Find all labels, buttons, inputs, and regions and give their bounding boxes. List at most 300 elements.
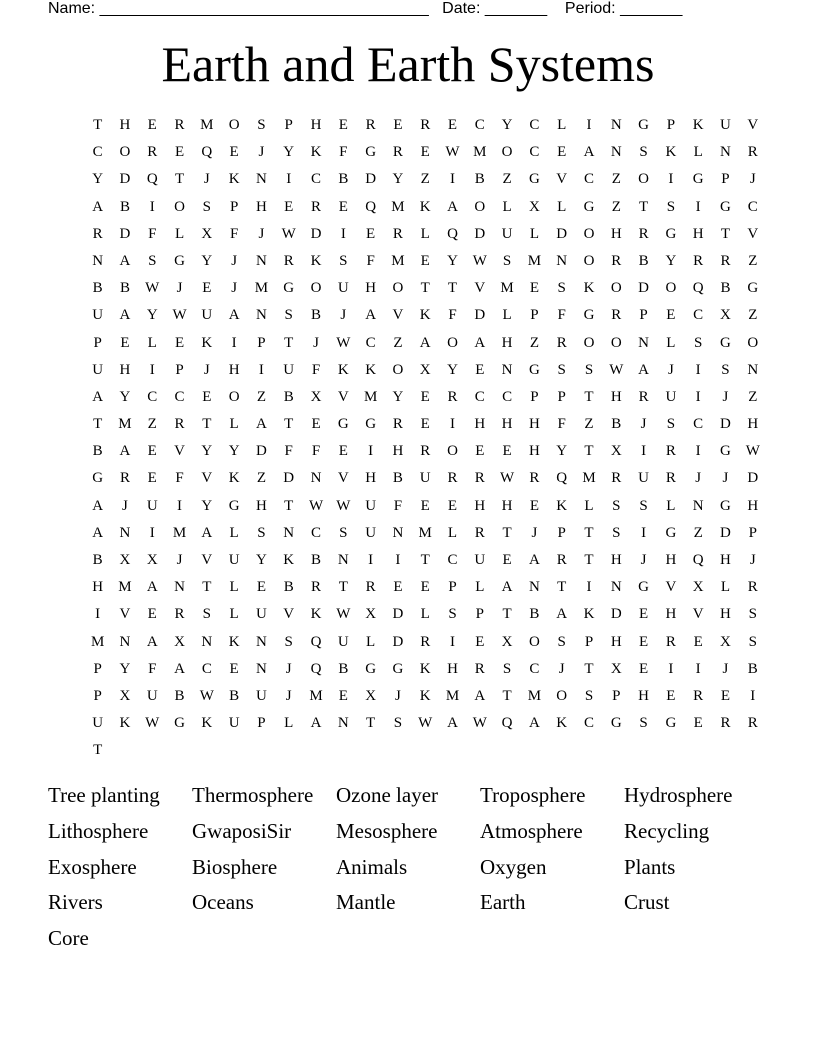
grid-letter[interactable]: U bbox=[92, 361, 104, 378]
grid-letter[interactable]: K bbox=[337, 361, 349, 378]
grid-letter[interactable]: L bbox=[557, 117, 567, 133]
grid-letter[interactable]: N bbox=[638, 334, 649, 351]
grid-letter[interactable]: H bbox=[528, 416, 540, 433]
grid-letter[interactable]: C bbox=[447, 552, 458, 568]
grid-letter[interactable]: B bbox=[338, 171, 349, 188]
grid-letter[interactable]: M bbox=[445, 687, 460, 704]
grid-letter[interactable]: O bbox=[638, 171, 649, 188]
period-field[interactable]: Period: _______ bbox=[564, 0, 683, 17]
grid-letter[interactable]: C bbox=[174, 388, 185, 405]
grid-letter[interactable]: R bbox=[174, 606, 185, 623]
grid-letter[interactable]: S bbox=[666, 416, 676, 433]
grid-letter[interactable]: N bbox=[747, 361, 759, 378]
grid-letter[interactable]: T bbox=[93, 117, 103, 133]
grid-letter[interactable]: B bbox=[119, 280, 130, 297]
grid-letter[interactable]: Y bbox=[447, 361, 458, 378]
grid-letter[interactable]: F bbox=[448, 307, 457, 324]
grid-letter[interactable]: O bbox=[583, 252, 595, 269]
grid-letter[interactable]: P bbox=[557, 524, 566, 541]
grid-letter[interactable]: K bbox=[228, 470, 240, 487]
grid-letter[interactable]: B bbox=[92, 280, 103, 297]
grid-letter[interactable]: E bbox=[174, 334, 185, 351]
grid-letter[interactable]: T bbox=[284, 497, 294, 514]
grid-letter[interactable]: J bbox=[122, 497, 128, 514]
grid-letter[interactable]: B bbox=[283, 388, 294, 405]
grid-letter[interactable]: W bbox=[500, 470, 515, 487]
grid-letter[interactable]: Y bbox=[119, 388, 131, 405]
grid-letter[interactable]: T bbox=[366, 715, 376, 732]
grid-letter[interactable]: C bbox=[474, 388, 485, 405]
grid-letter[interactable]: V bbox=[283, 606, 295, 623]
grid-letter[interactable]: C bbox=[502, 388, 513, 405]
grid-letter[interactable]: E bbox=[447, 117, 458, 133]
grid-letter[interactable]: K bbox=[201, 715, 213, 732]
grid-letter[interactable]: S bbox=[639, 497, 648, 514]
grid-letter[interactable]: N bbox=[310, 470, 322, 487]
grid-letter[interactable]: Q bbox=[310, 633, 322, 650]
grid-letter[interactable]: L bbox=[557, 198, 567, 215]
grid-letter[interactable]: R bbox=[474, 524, 485, 541]
grid-letter[interactable]: H bbox=[365, 280, 377, 297]
grid-letter[interactable]: P bbox=[530, 388, 539, 405]
grid-letter[interactable]: E bbox=[202, 388, 212, 405]
grid-letter[interactable]: H bbox=[474, 497, 486, 514]
grid-letter[interactable]: M bbox=[500, 280, 514, 297]
grid-letter[interactable]: F bbox=[557, 416, 566, 433]
grid-letter[interactable]: P bbox=[584, 633, 594, 650]
grid-letter[interactable]: E bbox=[557, 144, 567, 161]
grid-letter[interactable]: H bbox=[692, 225, 704, 242]
grid-letter[interactable]: S bbox=[257, 117, 266, 133]
grid-letter[interactable]: S bbox=[393, 715, 403, 732]
grid-letter[interactable]: L bbox=[502, 307, 512, 324]
grid-letter[interactable]: J bbox=[667, 361, 674, 378]
grid-letter[interactable]: Z bbox=[256, 470, 267, 487]
grid-letter[interactable]: P bbox=[448, 579, 457, 596]
grid-letter[interactable]: L bbox=[475, 579, 485, 596]
grid-letter[interactable]: G bbox=[638, 117, 649, 133]
grid-letter[interactable]: V bbox=[692, 606, 704, 623]
grid-letter[interactable]: C bbox=[92, 144, 103, 161]
grid-letter[interactable]: S bbox=[202, 198, 211, 215]
grid-letter[interactable]: U bbox=[720, 117, 731, 133]
grid-letter[interactable]: T bbox=[584, 524, 594, 541]
grid-letter[interactable]: F bbox=[339, 144, 348, 161]
grid-letter[interactable]: S bbox=[639, 144, 648, 161]
grid-letter[interactable]: D bbox=[720, 524, 731, 541]
grid-letter[interactable]: Q bbox=[146, 171, 158, 188]
grid-letter[interactable]: D bbox=[365, 171, 377, 188]
grid-letter[interactable]: S bbox=[721, 361, 730, 378]
grid-letter[interactable]: M bbox=[309, 687, 323, 704]
grid-letter[interactable]: B bbox=[611, 416, 622, 433]
grid-letter[interactable]: T bbox=[502, 524, 512, 541]
grid-letter[interactable]: H bbox=[501, 497, 513, 514]
grid-letter[interactable]: G bbox=[174, 715, 185, 732]
grid-letter[interactable]: J bbox=[231, 252, 238, 269]
grid-letter[interactable]: Z bbox=[147, 416, 157, 433]
grid-letter[interactable]: S bbox=[612, 524, 621, 541]
grid-letter[interactable]: J bbox=[203, 361, 210, 378]
grid-letter[interactable]: P bbox=[475, 606, 484, 623]
grid-letter[interactable]: I bbox=[340, 225, 346, 242]
grid-letter[interactable]: H bbox=[310, 117, 322, 133]
grid-letter[interactable]: X bbox=[528, 198, 540, 215]
grid-letter[interactable]: K bbox=[283, 552, 295, 568]
grid-letter[interactable]: I bbox=[177, 497, 183, 514]
grid-letter[interactable]: D bbox=[747, 470, 759, 487]
grid-letter[interactable]: X bbox=[365, 606, 377, 623]
grid-letter[interactable]: U bbox=[638, 470, 649, 487]
grid-letter[interactable]: E bbox=[693, 715, 703, 732]
grid-letter[interactable]: O bbox=[610, 334, 622, 351]
grid-letter[interactable]: M bbox=[254, 280, 269, 297]
grid-letter[interactable]: A bbox=[474, 334, 486, 351]
grid-letter[interactable]: Q bbox=[501, 715, 513, 732]
grid-letter[interactable]: E bbox=[366, 225, 376, 242]
grid-letter[interactable]: J bbox=[722, 660, 729, 677]
grid-letter[interactable]: U bbox=[256, 606, 267, 623]
grid-letter[interactable]: X bbox=[720, 307, 731, 324]
grid-letter[interactable]: A bbox=[256, 416, 267, 433]
grid-letter[interactable]: G bbox=[747, 280, 759, 297]
grid-letter[interactable]: W bbox=[745, 443, 760, 460]
grid-letter[interactable]: N bbox=[119, 524, 131, 541]
grid-letter[interactable]: S bbox=[448, 606, 457, 623]
grid-letter[interactable]: I bbox=[258, 361, 264, 378]
grid-letter[interactable]: K bbox=[310, 606, 322, 623]
grid-letter[interactable]: E bbox=[529, 497, 539, 514]
grid-letter[interactable]: G bbox=[665, 524, 677, 541]
grid-letter[interactable]: A bbox=[174, 660, 185, 677]
grid-letter[interactable]: R bbox=[311, 579, 322, 596]
grid-letter[interactable]: M bbox=[527, 252, 542, 269]
grid-letter[interactable]: I bbox=[668, 660, 674, 677]
grid-letter[interactable]: G bbox=[665, 715, 677, 732]
grid-letter[interactable]: G bbox=[638, 579, 649, 596]
grid-letter[interactable]: E bbox=[338, 117, 348, 133]
grid-letter[interactable]: U bbox=[228, 552, 240, 568]
grid-letter[interactable]: Q bbox=[692, 552, 704, 568]
grid-letter[interactable]: R bbox=[392, 144, 403, 161]
grid-letter[interactable]: T bbox=[174, 171, 185, 188]
grid-letter[interactable]: H bbox=[256, 198, 267, 215]
grid-letter[interactable]: L bbox=[420, 225, 430, 242]
grid-letter[interactable]: B bbox=[392, 470, 403, 487]
grid-letter[interactable]: T bbox=[284, 416, 294, 433]
grid-letter[interactable]: Z bbox=[693, 524, 703, 541]
grid-letter[interactable]: K bbox=[583, 280, 595, 297]
grid-letter[interactable]: D bbox=[256, 443, 267, 460]
grid-letter[interactable]: A bbox=[528, 552, 540, 568]
grid-letter[interactable]: M bbox=[473, 144, 487, 161]
grid-letter[interactable]: B bbox=[638, 252, 649, 269]
grid-letter[interactable]: R bbox=[174, 117, 185, 133]
grid-letter[interactable]: R bbox=[556, 552, 567, 568]
grid-letter[interactable]: U bbox=[337, 280, 349, 297]
grid-letter[interactable]: Q bbox=[692, 280, 704, 297]
grid-letter[interactable]: P bbox=[666, 117, 676, 133]
grid-letter[interactable]: K bbox=[419, 660, 431, 677]
grid-letter[interactable]: B bbox=[474, 171, 485, 188]
grid-letter[interactable]: N bbox=[528, 579, 540, 596]
grid-letter[interactable]: U bbox=[365, 497, 377, 514]
grid-letter[interactable]: J bbox=[176, 552, 183, 568]
grid-letter[interactable]: G bbox=[692, 171, 704, 188]
grid-letter[interactable]: O bbox=[392, 361, 404, 378]
grid-letter[interactable]: I bbox=[368, 443, 374, 460]
grid-letter[interactable]: E bbox=[256, 579, 267, 596]
grid-letter[interactable]: Y bbox=[228, 443, 240, 460]
grid-letter[interactable]: M bbox=[118, 579, 132, 596]
grid-letter[interactable]: U bbox=[201, 307, 213, 324]
grid-letter[interactable]: V bbox=[174, 443, 185, 460]
grid-letter[interactable]: B bbox=[174, 687, 185, 704]
grid-letter[interactable]: E bbox=[393, 117, 403, 133]
grid-letter[interactable]: E bbox=[720, 687, 731, 704]
grid-letter[interactable]: H bbox=[501, 334, 513, 351]
grid-letter[interactable]: G bbox=[392, 660, 404, 677]
grid-letter[interactable]: J bbox=[203, 171, 210, 188]
grid-letter[interactable]: R bbox=[747, 144, 758, 161]
grid-letter[interactable]: R bbox=[611, 470, 622, 487]
grid-letter[interactable]: J bbox=[176, 280, 183, 297]
grid-letter[interactable]: S bbox=[557, 633, 566, 650]
grid-letter[interactable]: I bbox=[586, 117, 592, 133]
grid-letter[interactable]: A bbox=[146, 633, 158, 650]
grid-letter[interactable]: A bbox=[501, 579, 513, 596]
grid-letter[interactable]: E bbox=[120, 334, 130, 351]
grid-letter[interactable]: O bbox=[392, 280, 404, 297]
grid-letter[interactable]: H bbox=[720, 606, 731, 623]
grid-letter[interactable]: O bbox=[228, 117, 240, 133]
grid-letter[interactable]: W bbox=[145, 715, 160, 732]
grid-letter[interactable]: R bbox=[556, 334, 567, 351]
grid-letter[interactable]: I bbox=[450, 633, 455, 650]
grid-letter[interactable]: E bbox=[420, 579, 430, 596]
grid-letter[interactable]: X bbox=[365, 687, 377, 704]
grid-letter[interactable]: W bbox=[472, 715, 487, 732]
grid-letter[interactable]: E bbox=[475, 443, 485, 460]
grid-letter[interactable]: J bbox=[231, 280, 238, 297]
grid-letter[interactable]: P bbox=[748, 524, 757, 541]
grid-letter[interactable]: P bbox=[175, 361, 184, 378]
grid-letter[interactable]: K bbox=[692, 117, 704, 133]
grid-letter[interactable]: V bbox=[119, 606, 131, 623]
grid-letter[interactable]: Y bbox=[201, 443, 213, 460]
grid-letter[interactable]: R bbox=[665, 633, 676, 650]
grid-letter[interactable]: F bbox=[148, 660, 157, 677]
grid-letter[interactable]: E bbox=[338, 443, 348, 460]
grid-letter[interactable]: A bbox=[119, 252, 131, 269]
grid-letter[interactable]: N bbox=[720, 144, 731, 161]
grid-letter[interactable]: T bbox=[584, 660, 594, 677]
grid-letter[interactable]: L bbox=[420, 606, 430, 623]
grid-letter[interactable]: U bbox=[665, 388, 677, 405]
grid-letter[interactable]: E bbox=[147, 470, 157, 487]
grid-letter[interactable]: S bbox=[748, 633, 757, 650]
grid-letter[interactable]: A bbox=[92, 388, 104, 405]
grid-letter[interactable]: R bbox=[638, 225, 649, 242]
grid-letter[interactable]: J bbox=[394, 687, 401, 704]
grid-letter[interactable]: A bbox=[92, 524, 104, 541]
grid-letter[interactable]: N bbox=[92, 252, 104, 269]
grid-letter[interactable]: W bbox=[609, 361, 624, 378]
grid-letter[interactable]: X bbox=[419, 361, 431, 378]
grid-letter[interactable]: R bbox=[92, 225, 103, 242]
grid-letter[interactable]: X bbox=[146, 552, 158, 568]
grid-letter[interactable]: G bbox=[528, 361, 540, 378]
grid-letter[interactable]: I bbox=[95, 606, 101, 623]
grid-letter[interactable]: H bbox=[228, 361, 240, 378]
grid-letter[interactable]: V bbox=[201, 552, 213, 568]
grid-letter[interactable]: B bbox=[283, 579, 294, 596]
grid-letter[interactable]: I bbox=[695, 361, 701, 378]
grid-letter[interactable]: M bbox=[418, 524, 432, 541]
grid-letter[interactable]: J bbox=[340, 307, 347, 324]
grid-letter[interactable]: Q bbox=[447, 225, 458, 242]
grid-letter[interactable]: P bbox=[257, 715, 266, 732]
grid-letter[interactable]: N bbox=[256, 307, 267, 324]
grid-letter[interactable]: E bbox=[420, 252, 430, 269]
grid-letter[interactable]: R bbox=[638, 388, 649, 405]
grid-letter[interactable]: N bbox=[337, 552, 349, 568]
grid-letter[interactable]: J bbox=[640, 416, 647, 433]
grid-letter[interactable]: R bbox=[529, 470, 540, 487]
grid-letter[interactable]: V bbox=[392, 307, 404, 324]
grid-letter[interactable]: E bbox=[311, 416, 321, 433]
date-field[interactable]: Date: _______ bbox=[442, 0, 548, 17]
grid-letter[interactable]: Y bbox=[201, 497, 213, 514]
grid-letter[interactable]: O bbox=[447, 334, 458, 351]
grid-letter[interactable]: N bbox=[256, 252, 267, 269]
grid-letter[interactable]: L bbox=[147, 334, 157, 351]
grid-letter[interactable]: G bbox=[720, 198, 731, 215]
grid-letter[interactable]: H bbox=[392, 443, 404, 460]
grid-letter[interactable]: A bbox=[556, 606, 568, 623]
grid-letter[interactable]: T bbox=[284, 334, 294, 351]
grid-letter[interactable]: M bbox=[582, 470, 596, 487]
grid-letter[interactable]: N bbox=[501, 361, 513, 378]
grid-letter[interactable]: N bbox=[610, 144, 622, 161]
grid-letter[interactable]: V bbox=[474, 280, 486, 297]
grid-letter[interactable]: K bbox=[201, 334, 213, 351]
grid-letter[interactable]: S bbox=[339, 524, 348, 541]
grid-letter[interactable]: S bbox=[557, 361, 566, 378]
grid-letter[interactable]: N bbox=[610, 117, 622, 133]
grid-letter[interactable]: H bbox=[119, 117, 131, 133]
grid-letter[interactable]: S bbox=[557, 280, 566, 297]
grid-letter[interactable]: I bbox=[695, 443, 701, 460]
grid-letter[interactable]: X bbox=[119, 687, 131, 704]
grid-letter[interactable]: K bbox=[228, 633, 240, 650]
grid-letter[interactable]: Z bbox=[748, 307, 758, 324]
grid-letter[interactable]: V bbox=[747, 117, 759, 133]
grid-letter[interactable]: R bbox=[447, 470, 458, 487]
grid-letter[interactable]: R bbox=[720, 252, 731, 269]
grid-letter[interactable]: U bbox=[256, 687, 267, 704]
grid-letter[interactable]: P bbox=[93, 660, 102, 677]
grid-letter[interactable]: C bbox=[529, 144, 540, 161]
grid-letter[interactable]: H bbox=[638, 687, 649, 704]
grid-letter[interactable]: W bbox=[336, 334, 351, 351]
grid-letter[interactable]: N bbox=[392, 524, 404, 541]
grid-letter[interactable]: E bbox=[639, 660, 649, 677]
grid-letter[interactable]: G bbox=[337, 416, 349, 433]
grid-letter[interactable]: O bbox=[310, 280, 322, 297]
grid-letter[interactable]: G bbox=[174, 252, 185, 269]
grid-letter[interactable]: C bbox=[583, 715, 594, 732]
grid-letter[interactable]: C bbox=[747, 198, 758, 215]
grid-letter[interactable]: I bbox=[450, 416, 455, 433]
grid-letter[interactable]: O bbox=[556, 687, 568, 704]
grid-letter[interactable]: M bbox=[200, 117, 214, 133]
grid-letter[interactable]: F bbox=[366, 252, 375, 269]
grid-letter[interactable]: B bbox=[119, 198, 130, 215]
grid-letter[interactable]: T bbox=[420, 552, 430, 568]
grid-letter[interactable]: L bbox=[284, 715, 294, 732]
grid-letter[interactable]: K bbox=[556, 497, 568, 514]
grid-letter[interactable]: R bbox=[665, 443, 676, 460]
grid-letter[interactable]: J bbox=[285, 687, 292, 704]
grid-letter[interactable]: H bbox=[92, 579, 104, 596]
grid-letter[interactable]: X bbox=[501, 633, 513, 650]
grid-letter[interactable]: I bbox=[641, 443, 647, 460]
grid-letter[interactable]: B bbox=[338, 660, 349, 677]
grid-letter[interactable]: T bbox=[502, 606, 512, 623]
grid-letter[interactable]: R bbox=[147, 144, 158, 161]
grid-letter[interactable]: P bbox=[721, 171, 730, 188]
grid-letter[interactable]: R bbox=[665, 470, 676, 487]
grid-letter[interactable]: G bbox=[583, 198, 595, 215]
grid-letter[interactable]: R bbox=[420, 443, 431, 460]
grid-letter[interactable]: R bbox=[747, 579, 758, 596]
grid-letter[interactable]: T bbox=[557, 579, 567, 596]
grid-letter[interactable]: H bbox=[610, 388, 622, 405]
grid-letter[interactable]: K bbox=[419, 307, 431, 324]
grid-letter[interactable]: A bbox=[365, 307, 377, 324]
grid-letter[interactable]: K bbox=[583, 606, 595, 623]
grid-letter[interactable]: W bbox=[145, 280, 160, 297]
grid-letter[interactable]: B bbox=[311, 307, 322, 324]
grid-letter[interactable]: G bbox=[365, 416, 377, 433]
grid-letter[interactable]: S bbox=[284, 633, 293, 650]
grid-letter[interactable]: Y bbox=[146, 307, 158, 324]
grid-letter[interactable]: V bbox=[665, 579, 677, 596]
grid-letter[interactable]: X bbox=[610, 443, 622, 460]
grid-letter[interactable]: G bbox=[583, 307, 595, 324]
grid-letter[interactable]: Q bbox=[310, 660, 322, 677]
grid-letter[interactable]: H bbox=[474, 416, 486, 433]
grid-letter[interactable]: P bbox=[530, 307, 539, 324]
grid-letter[interactable]: T bbox=[584, 388, 594, 405]
grid-letter[interactable]: L bbox=[447, 524, 458, 541]
grid-letter[interactable]: U bbox=[146, 687, 158, 704]
grid-letter[interactable]: G bbox=[283, 280, 295, 297]
grid-letter[interactable]: R bbox=[365, 579, 376, 596]
grid-letter[interactable]: E bbox=[393, 579, 403, 596]
grid-letter[interactable]: A bbox=[447, 715, 458, 732]
grid-letter[interactable]: C bbox=[529, 660, 540, 677]
grid-letter[interactable]: D bbox=[610, 606, 622, 623]
grid-letter[interactable]: Z bbox=[420, 171, 430, 188]
grid-letter[interactable]: E bbox=[475, 633, 485, 650]
grid-letter[interactable]: P bbox=[229, 198, 239, 215]
grid-letter[interactable]: B bbox=[747, 660, 758, 677]
grid-letter[interactable]: N bbox=[610, 579, 622, 596]
grid-letter[interactable]: F bbox=[557, 307, 566, 324]
grid-letter[interactable]: Z bbox=[502, 171, 512, 188]
